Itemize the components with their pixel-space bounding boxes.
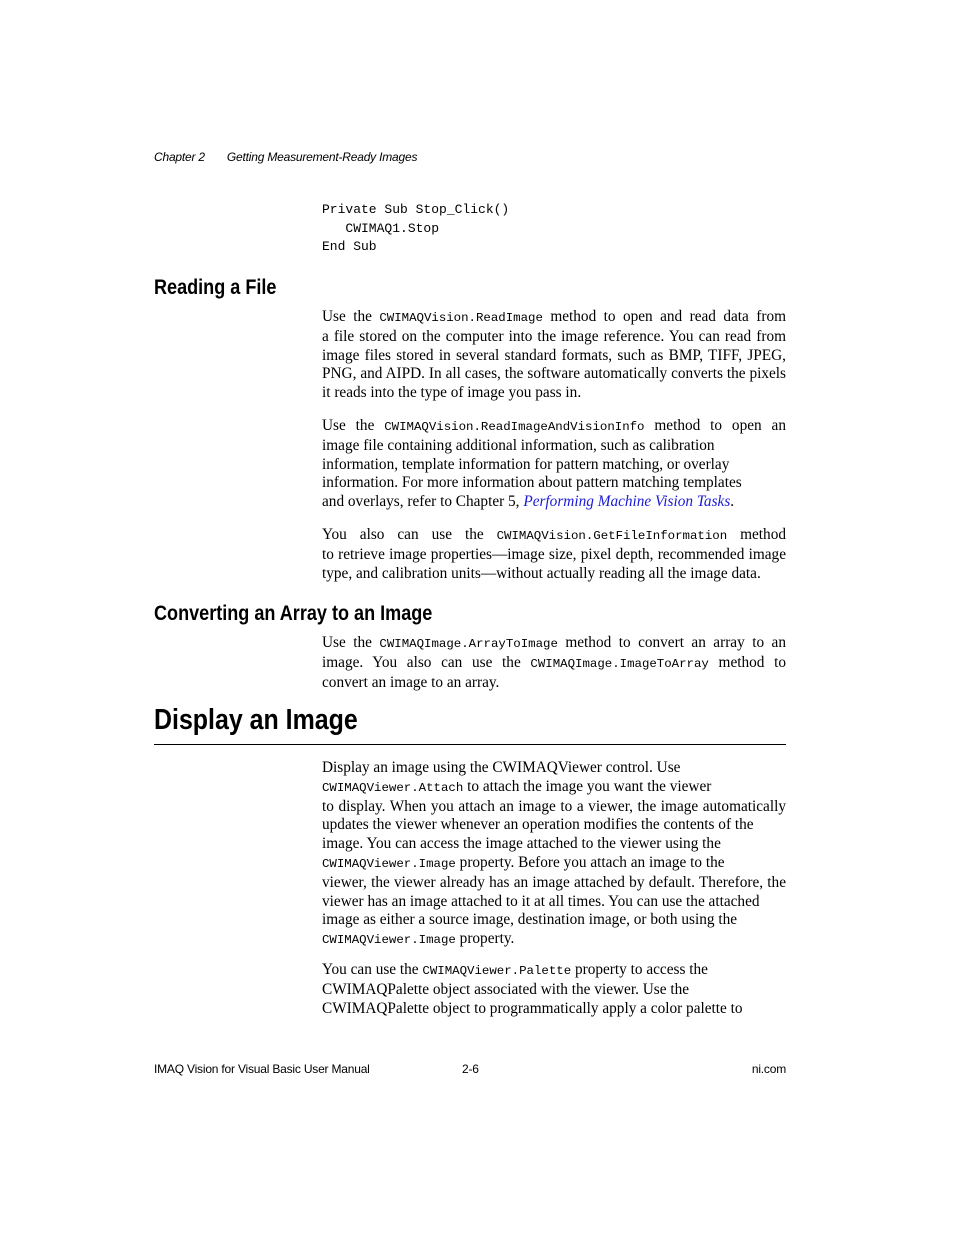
chapter-title: Getting Measurement-Ready Images <box>226 150 418 164</box>
text-line: image files stored in several standard formats, such as BMP, TIFF, JPEG, <box>322 346 786 364</box>
paragraph-read-image <box>322 308 786 403</box>
text-line: Use the CWIMAQVision.ReadImage method to open and read data from <box>322 308 786 325</box>
text-line: CWIMAQViewer.Image property. Before you attach an image to the <box>322 853 725 871</box>
text-line: Display an image using the CWIMAQViewer control. Use <box>322 759 681 776</box>
text-line: a file stored on the computer into the image reference. You can read from <box>322 327 786 345</box>
code-inline: CWIMAQViewer.Palette <box>422 964 572 978</box>
text-line: CWIMAQPalette object associated with the viewer. Use the <box>322 980 690 998</box>
code-inline: CWIMAQVision.ReadImageAndVisionInfo <box>384 420 645 434</box>
footer-site: ni.com <box>751 1062 786 1076</box>
text-line: Use the CWIMAQImage.ArrayToImage method to convert an array to an <box>322 634 786 651</box>
text-line: image. You can access the image attached to the viewer using the <box>322 835 721 853</box>
text-line: to display. When you attach an image to a viewer, the image automatically <box>322 797 786 815</box>
code-inline: CWIMAQViewer.Attach <box>322 780 464 795</box>
text-line: image as either a source image, destination image, or both using the <box>322 911 738 929</box>
text-line: image. You also can use the CWIMAQImage.ImageToArray method to <box>322 653 786 671</box>
code-inline: CWIMAQViewer.Image <box>322 856 456 871</box>
code-inline: CWIMAQVision.GetFileInformation <box>496 529 728 543</box>
text-line: viewer, the viewer already has an image attached by default. Therefore, the <box>322 873 786 891</box>
code-inline: CWIMAQViewer.Image <box>322 933 456 948</box>
heading-display-an-image: Display an Image <box>154 704 358 736</box>
code-line: End Sub <box>322 239 377 254</box>
text-line: CWIMAQViewer.Attach to attach the image you want the viewer <box>322 777 712 795</box>
text-line: You also can use the CWIMAQVision.GetFileInformation method <box>322 526 786 543</box>
text-line: You can use the CWIMAQViewer.Palette property to access the <box>322 961 708 978</box>
text-line: viewer has an image attached to it at all times. You can use the attached <box>322 892 760 910</box>
code-line: Private Sub Stop_Click() <box>322 202 510 217</box>
paragraph-palette <box>322 961 786 1018</box>
text-line: information. For more information about pattern matching templates <box>322 474 742 492</box>
code-inline: CWIMAQImage.ArrayToImage <box>379 637 558 651</box>
text-line: convert an image to an array. <box>322 673 500 691</box>
heading-reading-a-file: Reading a File <box>154 276 277 299</box>
text-line: image file containing additional information, such as calibration <box>322 436 715 454</box>
text-line: CWIMAQPalette object to programmatically apply a color palette to <box>322 999 743 1017</box>
code-line: CWIMAQ1.Stop <box>322 220 440 236</box>
heading-rule <box>154 744 786 745</box>
paragraph-get-file-information <box>322 526 786 583</box>
code-inline: CWIMAQVision.ReadImage <box>379 311 543 325</box>
text-line: Use the CWIMAQVision.ReadImageAndVisionInfo method to open an <box>322 417 786 434</box>
footer-manual-title: IMAQ Vision for Visual Basic User Manual <box>154 1062 370 1076</box>
paragraph-array-to-image <box>322 634 786 692</box>
code-inline: CWIMAQImage.ImageToArray <box>530 656 709 671</box>
paragraph-display-image <box>322 759 786 950</box>
text-line: and overlays, refer to Chapter 5, Performing Machine Vision Tasks. <box>322 493 735 511</box>
chapter-number: Chapter 2 <box>154 150 205 164</box>
running-header <box>154 150 417 164</box>
code-sample <box>322 201 509 257</box>
paragraph-read-image-vision-info <box>322 417 786 512</box>
text-line: PNG, and AIPD. In all cases, the software automatically converts the pixels <box>322 365 786 383</box>
text-line: it reads into the type of image you pass in. <box>322 384 582 402</box>
text-line: to retrieve image properties—image size, pixel depth, recommended image <box>322 545 786 563</box>
text-line: CWIMAQViewer.Image property. <box>322 930 515 948</box>
heading-converting-array: Converting an Array to an Image <box>154 602 433 625</box>
text-line: type, and calibration units—without actually reading all the image data. <box>322 564 761 582</box>
footer-page-number: 2-6 <box>462 1062 479 1076</box>
text-line: information, template information for pattern matching, or overlay <box>322 455 730 473</box>
link-performing-machine-vision-tasks[interactable]: Performing Machine Vision Tasks <box>523 493 731 511</box>
text-line: updates the viewer whenever an operation modifies the contents of the <box>322 816 754 834</box>
